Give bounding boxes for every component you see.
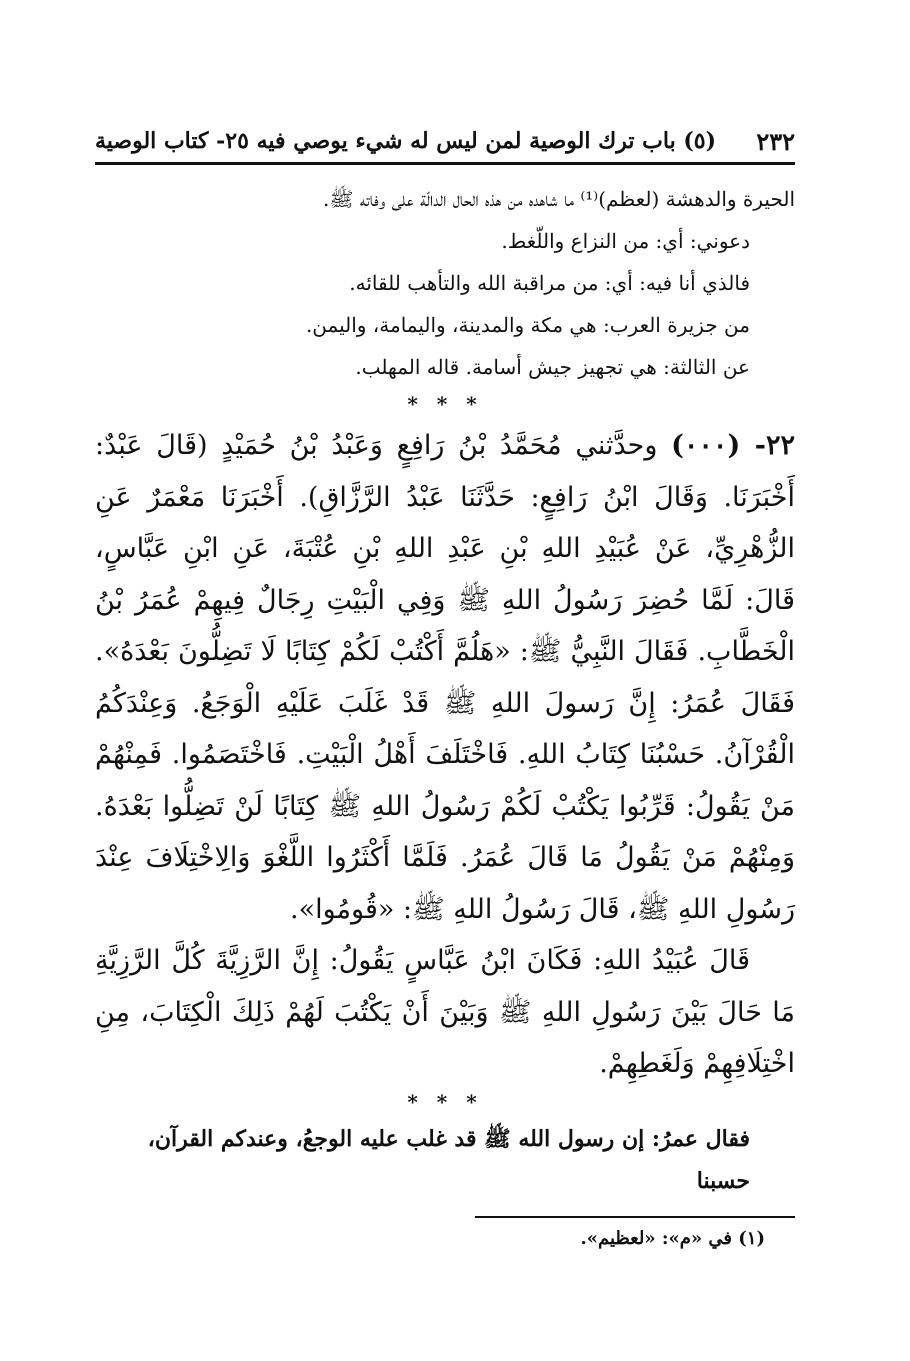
header-rule [95,162,795,165]
commentary [95,1118,795,1202]
footnote-rule [475,1216,795,1218]
running-title: (٥) باب ترك الوصية لمن ليس له شيء يوصي فيه ٢٥- كتاب الوصية [95,128,717,154]
page-number: ٢٣٢ [756,126,795,156]
footnote [95,1224,795,1254]
hadith-body: قَالَ عُبَيْدُ اللهِ: فَكَانَ ابْنُ عَبَّاسٍ يَقُولُ: إِنَّ الرَّزِيَّةَ كُلَّ الرَّزِيَّةِ مَا حَالَ بَيْنَ رَسُولِ اللهِ ﷺ وَبَيْنَ أَنْ يَكْتُبَ لَهُمْ ذَلِكَ الْكِتَابَ، مِنِ اخْتِلَافِهِمْ وَلَغَطِهِمْ. [95,945,795,1079]
section-separator: * * * [407,1090,483,1114]
hadith-paragraph [95,935,795,1090]
glossary-notes [95,178,795,388]
note-line: فالذي أنا فيه: أي: من مراقبة الله والتأهب للقائه. [349,271,750,295]
hadith-number: ٢٢- (٠٠٠) [671,430,795,461]
hadith-paragraph [95,420,795,935]
page-header [95,122,795,160]
note-line: عن الثالثة: هي تجهيز جيش أسامة. قاله المهلب. [355,355,750,379]
note-line: دعوني: أي: من النزاع واللّغط. [501,229,750,253]
footnote-line: (١) في «م»: «لعظيم». [580,1228,765,1249]
hadith-body: وحدَّثني مُحَمَّدُ بْنُ رَافِعٍ وَعَبْدُ بْنُ حُمَيْدٍ (قَالَ عَبْدٌ: أَخْبَرَنَا. وَقَالَ ابْنُ رَافِعٍ: حَدَّثَنَا عَبْدُ الرَّزَّاقِ). أَخْبَرَنَا مَعْمَرٌ عَنِ الزُّهْرِيِّ، عَنْ عُبَيْدِ اللهِ بْنِ عَبْدِ اللهِ بْنِ عُتْبَةَ، عَنِ ابْنِ عَبَّاسٍ، قَالَ: لَمَّا حُضِرَ رَسُولُ اللهِ ﷺ وَفِي الْبَيْتِ رِجَالٌ فِيهِمْ عُمَرُ بْنُ الْخَطَّابِ. فَقَالَ النَّبِيُّ ﷺ: «هَلُمَّ أَكْتُبْ لَكُمْ كِتَابًا لَا تَضِلُّونَ بَعْدَهُ». فَقَالَ عُمَرُ: إِنَّ رَسولَ اللهِ ﷺ قَدْ غَلَبَ عَلَيْهِ الْوَجَعُ. وَعِنْدَكُمُ الْقُرْآنُ. حَسْبُنَا كِتَابُ اللهِ. فَاخْتَلَفَ أَهْلُ الْبَيْتِ. فَاخْتَصَمُوا. فَمِنْهُمْ مَنْ يَقُولُ: قَرِّبُوا يَكْتُبْ لَكُمْ رَسُولُ اللهِ ﷺ كِتَابًا لَنْ تَضِلُّوا بَعْدَهُ. وَمِنْهُمْ مَنْ يَقُولُ مَا قَالَ عُمَرُ. فَلَمَّا أَكْثَرُوا اللَّغْوَ وَالِاخْتِلَافَ عِنْدَ رَسُولِ اللهِ ﷺ، قَالَ رَسُولُ اللهِ ﷺ: «قُومُوا». [95,430,795,925]
note-line: من جزيرة العرب: هي مكة والمدينة، واليمامة، واليمن. [305,313,750,337]
hadith-text [95,420,795,1090]
book-page [95,0,795,1361]
section-separator: * * * [407,392,483,416]
note-line: الحيرة والدهشة (لعظم)⁽¹⁾ ما شاهده من هذه الحال الدالّة على وفاته ﷺ. [323,187,795,211]
commentary-line: فقال عمرُ: إن رسول الله ﷺ قد غلب عليه الوجعُ، وعندكم القرآن، حسبنا [147,1126,750,1194]
